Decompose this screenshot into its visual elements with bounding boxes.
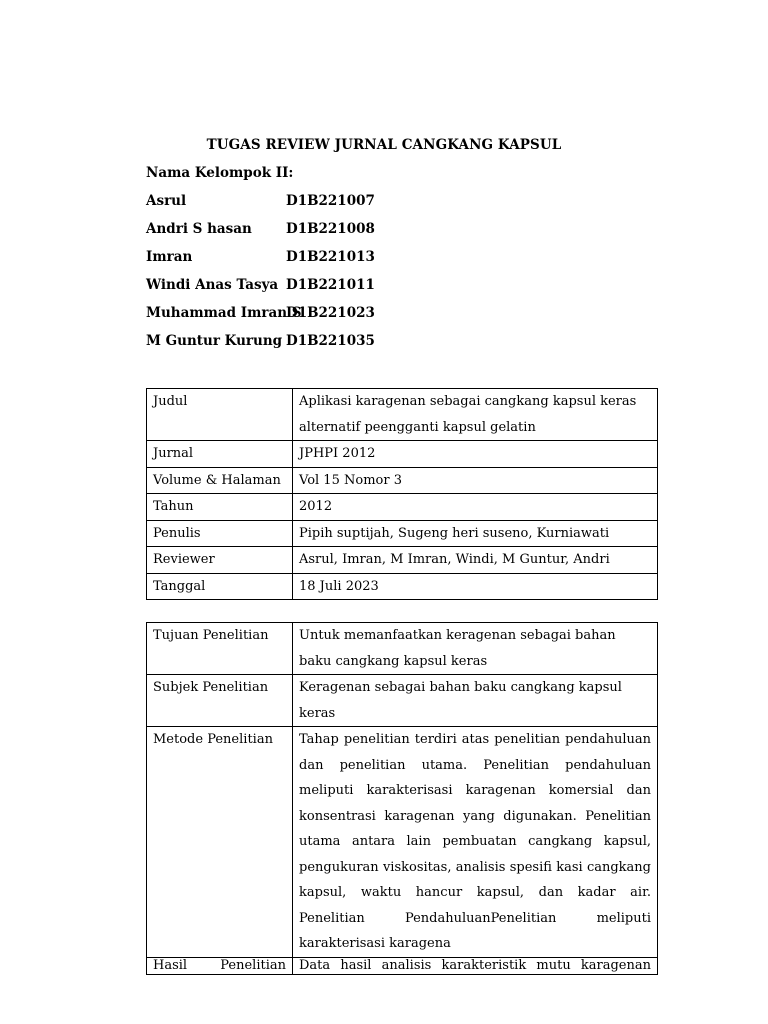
research-summary-table [146, 622, 658, 975]
table-value: 18 Juli 2023 [293, 573, 658, 600]
table-row [147, 494, 658, 521]
table-row [147, 389, 658, 441]
member-row [146, 191, 375, 211]
table-value: Untuk memanfaatkan keragenan sebagai bahan baku cangkang kapsul keras [293, 623, 658, 675]
table-value: JPHPI 2012 [293, 441, 658, 468]
member-row [146, 275, 375, 295]
member-name: Asrul [146, 193, 187, 209]
table-key: Judul [147, 389, 293, 441]
table-key: Subjek Penelitian [147, 675, 293, 727]
table-value-text: Data hasil analisis karakteristik mutu karagenan [299, 957, 651, 973]
table-value: Asrul, Imran, M Imran, Windi, M Guntur, Andri [293, 547, 658, 574]
table-row [147, 957, 658, 974]
table-key: Tujuan Penelitian [147, 623, 293, 675]
member-row [146, 303, 375, 323]
table-key [147, 957, 293, 974]
member-name: Windi Anas Tasya [146, 277, 279, 293]
member-row [146, 331, 375, 351]
journal-info-table [146, 388, 658, 600]
table-key: Jurnal [147, 441, 293, 468]
member-id: D1B221007 [286, 193, 375, 209]
member-row [146, 219, 375, 239]
table-value: Vol 15 Nomor 3 [293, 467, 658, 494]
table-row [147, 573, 658, 600]
table-row [147, 623, 658, 675]
table-row [147, 520, 658, 547]
table-value [293, 957, 658, 974]
table-row [147, 467, 658, 494]
table-value: Aplikasi karagenan sebagai cangkang kapsul keras alternatif peengganti kapsul gelatin [293, 389, 658, 441]
document-title: TUGAS REVIEW JURNAL CANGKANG KAPSUL [206, 137, 562, 153]
table-value: Keragenan sebagai bahan baku cangkang kapsul keras [293, 675, 658, 727]
member-name: Andri S hasan [146, 221, 252, 237]
member-name: M Guntur Kurung [146, 333, 283, 349]
member-name: Muhammad Imran S [146, 305, 302, 321]
table-value: Tahap penelitian terdiri atas penelitian pendahuluan dan penelitian utama. Penelitian pendahuluan meliputi karakterisasi karagenan komersial dan konsentrasi karagenan yang digunakan. Penelitian utama antara lain pembuatan cangkang kapsul, pengukuran viskositas, analisis spesifi kasi cangkang kapsul, waktu hancur kapsul, dan kadar air. Penelitian PendahuluanPenelitian meliputi karakterisasi karagena [293, 727, 658, 958]
table-key-text: Hasil Penelitian [153, 957, 286, 973]
member-row [146, 247, 375, 267]
member-id: D1B221011 [286, 277, 375, 293]
table-value: Pipih suptijah, Sugeng heri suseno, Kurniawati [293, 520, 658, 547]
table-row [147, 675, 658, 727]
member-name: Imran [146, 249, 193, 265]
table-row [147, 441, 658, 468]
table-key: Penulis [147, 520, 293, 547]
table-row [147, 547, 658, 574]
table-key: Reviewer [147, 547, 293, 574]
member-id: D1B221013 [286, 249, 375, 265]
member-id: D1B221023 [286, 305, 375, 321]
table-key: Metode Penelitian [147, 727, 293, 958]
table-key: Volume & Halaman [147, 467, 293, 494]
table-key: Tanggal [147, 573, 293, 600]
table-key: Tahun [147, 494, 293, 521]
member-id: D1B221035 [286, 333, 375, 349]
group-label: Nama Kelompok II: [146, 165, 294, 181]
table-row [147, 727, 658, 958]
member-id: D1B221008 [286, 221, 375, 237]
table-value: 2012 [293, 494, 658, 521]
